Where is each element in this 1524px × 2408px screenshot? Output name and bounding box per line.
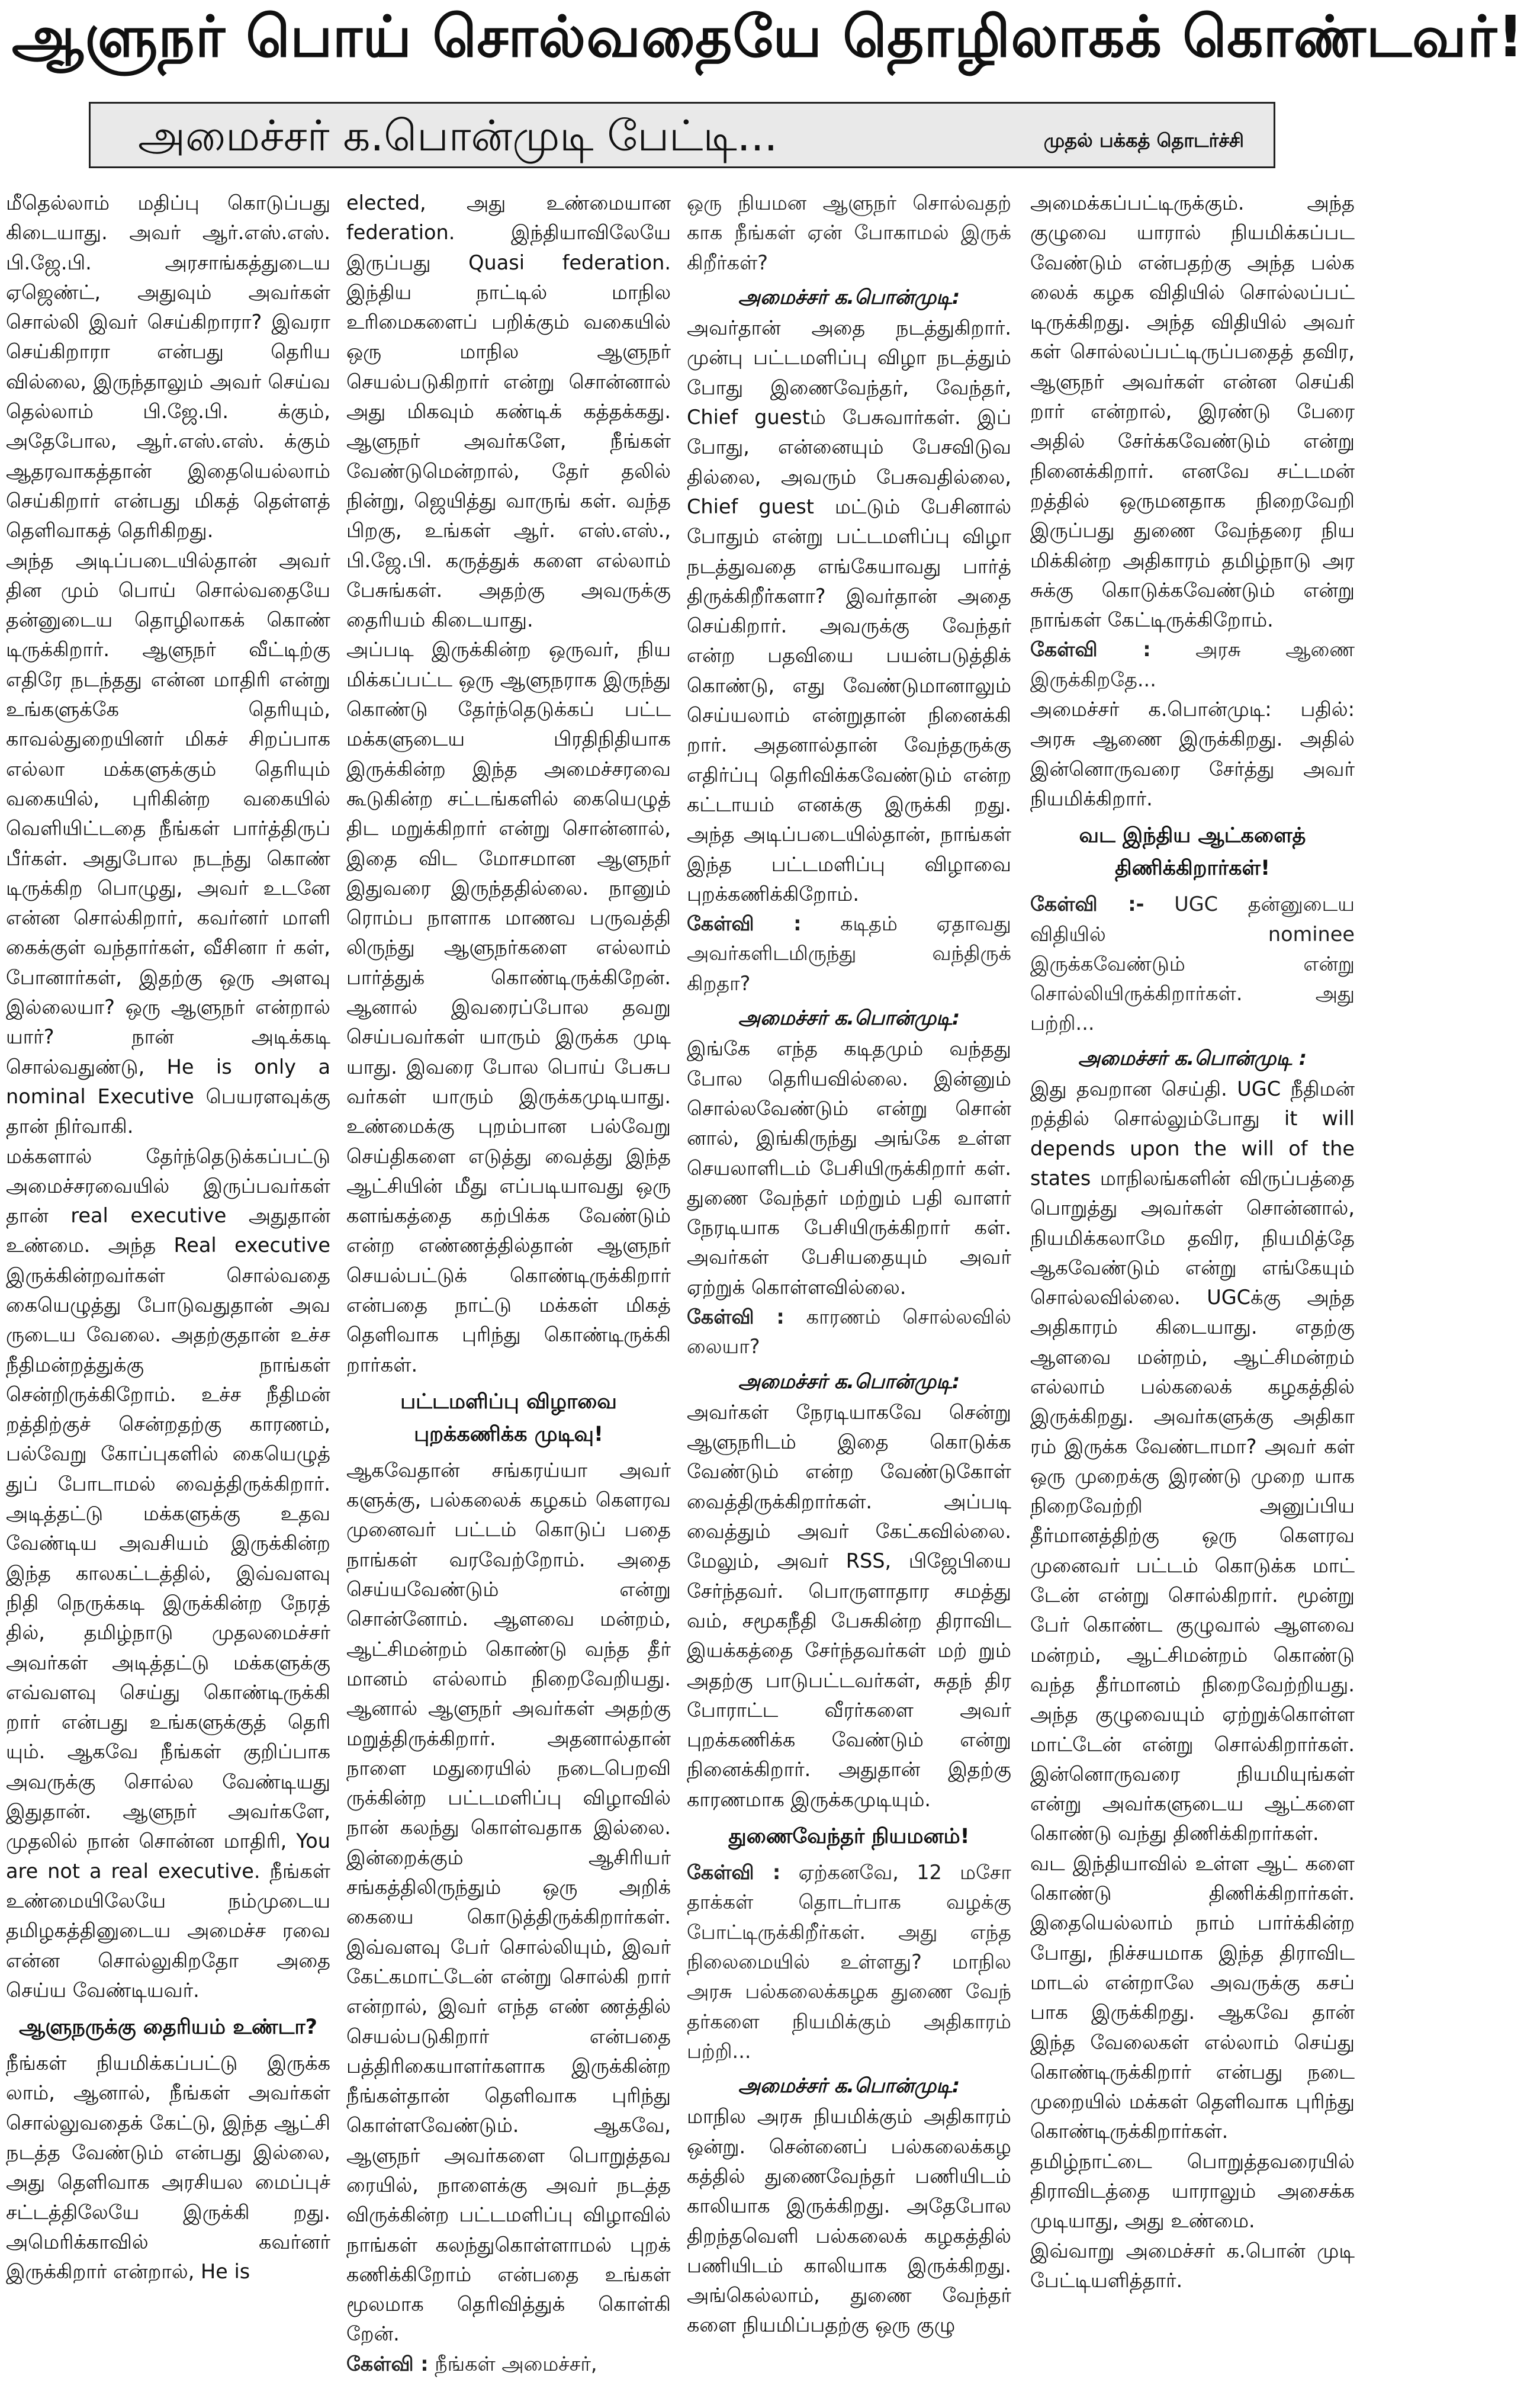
- paragraph: வட இந்தியாவில் உள்ள ஆட் களை கொண்டு திணிக்கிறார்கள். இதையெல்லாம் நாம் பார்க்கின்ற போது, நிச்சயமாக இந்த திராவிட மாடல் என்றாலே அவருக்கு கசப் பாக இருக்கிறது. ஆகவே தான் இந்த வேலைகள் எல்லாம் செய்து கொண்டிருக்கிறார் என்பது நடை முறையில் மக்கள் தெளிவாக புரிந்து கொண்டிருக்கிறார்கள். தமிழ்நாட்டை பொறுத்தவரையில் திராவிடத்தை யாராலும் அசைக்க முடியாது, அது உண்மை.: [1030, 1851, 1355, 2233]
- question-text: UGC தன்னுடைய விதியில் nominee இருக்கவேண்டும் என்று சொல்லியிருக்கிறார்கள். அது பற்றி...: [1030, 892, 1355, 1035]
- question-text: ஒரு நியமன ஆளுநர் சொல்வதற் காக நீங்கள் ஏன் போகாமல் இருக் கிறீர்கள்?: [687, 191, 1011, 274]
- question: [1030, 890, 1355, 1038]
- question-label: கேள்வி :-: [1030, 892, 1144, 916]
- question-text: காரணம் சொல்லவில் லையா?: [687, 1305, 1011, 1359]
- answer-speaker: அமைச்சர் க.பொன்முடி:: [738, 1369, 960, 1393]
- question: [1030, 635, 1355, 695]
- paragraph: மக்களால் தேர்ந்தெடுக்கப்பட்டு அமைச்சரவையில் இருப்பவர்கள் தான் real executive அதுதான் உண்மை. அந்த Real executive இருக்கின்றவர்கள் சொல்வதை கையெழுத்து போடுவதுதான் அவ ருடைய வேலை. அதற்குதான் உச்ச நீதிமன்றத்துக்கு நாங்கள் சென்றிருக்கிறோம். உச்ச நீதிமன் றத்திற்குச் சென்றதற்கு காரணம், பல்வேறு கோப்புகளில் கையெழுத் துப் போடாமல் வைத்திருக்கிறார். அடித்தட்டு மக்களுக்கு உதவ வேண்டிய அவசியம் இருக்கின்ற இந்த காலகட்டத்தில், இவ்வளவு நிதி நெருக்கடி இருக்கின்ற நேரத் தில், தமிழ்நாடு முதலமைச்சர் அவர்கள் அடித்தட்டு மக்களுக்கு எவ்வளவு செய்து கொண்டிருக்கி றார் என்பது உங்களுக்குத் தெரி யும். ஆகவே நீங்கள் குறிப்பாக அவருக்கு சொல்ல வேண்டியது இதுதான். ஆளுநர் அவர்களே, முதலில் நான் சொன்ன மாதிரி, You are not a real executive. நீங்கள் உண்மையிலேயே நம்முடைய தமிழகத்தினுடைய அமைச்ச ரவை என்ன சொல்லுகிறதோ அதை செய்ய வேண்டியவர்.: [6, 1144, 330, 2002]
- question-label: கேள்வி :: [687, 1305, 784, 1328]
- question-text: கடிதம் ஏதாவது அவர்களிடமிருந்து வந்திருக் கிறதா?: [687, 912, 1011, 995]
- subheading: பட்டமளிப்பு விழாவை புறக்கணிக்க முடிவு!: [400, 1389, 617, 1446]
- paragraph: அப்படி இருக்கின்ற ஒருவர், நிய மிக்கப்பட்ட ஒரு ஆளுநராக இருந்து கொண்டு தேர்ந்தெடுக்கப் பட்ட மக்களுடைய பிரதிநிதியாக இருக்கின்ற இந்த அமைச்சரவை கூடுகின்ற சட்டங்களில் கையெழுத் திட மறுக்கிறார் என்று சொன்னால், இதை விட மோசமான ஆளுநர் இதுவரை இருந்ததில்லை. நானும் ரொம்ப நாளாக மாணவ பருவத்தி லிருந்து ஆளுநர்களை எல்லாம் பார்த்துக் கொண்டிருக்கிறேன். ஆனால் இவரைப்போல தவறு செய்பவர்கள் யாரும் இருக்க முடி யாது. இவரை போல பொய் பேசுப வர்கள் யாரும் இருக்கமுடியாது. உண்மைக்கு புறம்பான பல்வேறு செய்திகளை எடுத்து வைத்து இந்த ஆட்சியின் மீது எப்படியாவது ஒரு களங்கத்தை கற்பிக்க வேண்டும் என்ற எண்ணத்தில்தான் ஆளுநர் செயல்பட்டுக் கொண்டிருக்கிறார் என்பதை நாட்டு மக்கள் மிகத் தெளிவாக புரிந்து கொண்டிருக்கி றார்கள்.: [346, 638, 671, 1376]
- column-4: [1030, 188, 1355, 2403]
- question: [687, 909, 1011, 998]
- answer-speaker: அமைச்சர் க.பொன்முடி:: [738, 1006, 960, 1030]
- paragraph: இங்கே எந்த கடிதமும் வந்தது போல தெரியவில்லை. இன்னும் சொல்லவேண்டும் என்று சொன் னால், இங்கிருந்து அங்கே உள்ள செயலாளிடம் பேசியிருக்கிறார் கள். துணை வேந்தர் மற்றும் பதி வாளர் நேரடியாக பேசியிருக்கிறார் கள். அவர்கள் பேசியதையும் அவர் ஏற்றுக் கொள்ளவில்லை.: [687, 1037, 1011, 1299]
- question: [346, 2349, 671, 2379]
- paragraph: இது தவறான செய்தி. UGC நீதிமன் றத்தில் சொல்லும்போது it will depends upon the will of the states மாநிலங்களின் விருப்பத்தை பொறுத்து அவர்கள் சொன்னால், நியமிக்கலாமே தவிர, நியமித்தே ஆகவேண்டும் என்று எங்கேயும் சொல்லவில்லை. UGCக்கு அந்த அதிகாரம் கிடையாது. எதற்கு ஆளவை மன்றம், ஆட்சிமன்றம் எல்லாம் பல்கலைக் கழகத்தில் இருக்கிறது. அவர்களுக்கு அதிகா ரம் இருக்க வேண்டாமா? அவர் கள் ஒரு முறைக்கு இரண்டு முறை யாக நிறைவேற்றி அனுப்பிய தீர்மானத்திற்கு ஒரு கௌரவ முனைவர் பட்டம் கொடுக்க மாட் டேன் என்று சொல்கிறார். மூன்று பேர் கொண்ட குழுவால் ஆளவை மன்றம், ஆட்சிமன்றம் கொண்டு வந்த தீர்மானம் நிறைவேற்றியது. அந்த குழுவையும் ஏற்றுக்கொள்ள மாட்டேன் என்று சொல்கிறார்கள். இன்னொருவரை நியமியுங்கள் என்று அவர்களுடைய ஆட்களை கொண்டு வந்து திணிக்கிறார்கள்.: [1030, 1077, 1355, 1845]
- subtitle: அமைச்சர் க.பொன்முடி பேட்டி...: [138, 111, 778, 160]
- question: [687, 1858, 1011, 2066]
- question-label: கேள்வி :: [1030, 638, 1151, 662]
- paragraph: அமைக்கப்பட்டிருக்கும். அந்த குழுவை யாரால் நியமிக்கப்பட வேண்டும் என்பதற்கு அந்த பல்க லைக் கழக விதியில் சொல்லப்பட் டிருக்கிறது. அந்த விதியில் அவர் கள் சொல்லப்பட்டிருப்பதைத் தவிர, ஆளுநர் அவர்கள் என்ன செய்கி றார் என்றால், இரண்டு பேரை அதில் சேர்க்கவேண்டும் என்று நினைக்கிறார். எனவே சட்டமன் றத்தில் ஒருமனதாக நிறைவேறி இருப்பது துணை வேந்தரை நிய மிக்கின்ற அதிகாரம் தமிழ்நாடு அர சுக்கு கொடுக்கவேண்டும் என்று நாங்கள் கேட்டிருக்கிறோம்.: [1030, 191, 1355, 632]
- paragraph: நீங்கள் நியமிக்கப்பட்டு இருக்க லாம், ஆனால், நீங்கள் அவர்கள் சொல்லுவதைக் கேட்டு, இந்த ஆட்சி நடத்த வேண்டும் என்பது இல்லை, அது தெளிவாக அரசியல மைப்புச் சட்டத்திலேயே இருக்கி றது. அமெரிக்காவில் கவர்னர் இருக்கிறார் என்றால், He is: [6, 2051, 330, 2284]
- paragraph: அவர்கள் நேரடியாகவே சென்று ஆளுநரிடம் இதை கொடுக்க வேண்டும் என்ற வேண்டுகோள் வைத்திருக்கிறார்கள். அப்படி வைத்தும் அவர் கேட்கவில்லை. மேலும், அவர் RSS, பிஜேபியை சேர்ந்தவர். பொருளாதார சமத்து வம், சமூகநீதி பேசுகின்ற திராவிட இயக்கத்தை சேர்ந்தவர்கள் மற் றும் அதற்கு பாடுபட்டவர்கள், சுதந் திர போராட்ட வீரர்களை அவர் புறக்கணிக்க வேண்டும் என்று நினைக்கிறார். அதுதான் இதற்கு காரணமாக இருக்கமுடியும்.: [687, 1400, 1011, 1811]
- headline: ஆளுநர் பொய் சொல்வதையே தொழிலாகக் கொண்டவர்!: [12, 4, 1524, 70]
- paragraph: elected, அது உண்மையான federation. இந்தியாவிலேயே இருப்பது Quasi federation. இந்திய நாட்டில் மாநில உரிமைகளைப் பறிக்கும் வகையில் ஒரு மாநில ஆளுநர் செயல்படுகிறார் என்று சொன்னால் அது மிகவும் கண்டிக் கத்தக்கது. ஆளுநர் அவர்களே, நீங்கள் வேண்டுமென்றால், தேர் தலில் நின்று, ஜெயித்து வாருங் கள். வந்த பிறகு, உங்கள் ஆர். எஸ்.எஸ்., பி.ஜே.பி. கருத்துக் களை எல்லாம் பேசுங்கள். அதற்கு அவருக்கு தைரியம் கிடையாது.: [346, 191, 671, 632]
- paragraph: மாநில அரசு நியமிக்கும் அதிகாரம் ஒன்று. சென்னைப் பல்கலைக்கழ கத்தில் துணைவேந்தர் பணியிடம் காலியாக இருக்கிறது. அதேபோல திறந்தவெளி பல்கலைக் கழகத்தில் பணியிடம் காலியாக இருக்கிறது. அங்கெல்லாம், துணை வேந்தர் களை நியமிப்பதற்கு ஒரு குழு: [687, 2105, 1011, 2337]
- answer-speaker: அமைச்சர் க.பொன்முடி:: [738, 285, 960, 309]
- continued-from-front-page: முதல் பக்கத் தொடர்ச்சி: [1043, 129, 1244, 152]
- answer-speaker: அமைச்சர் க.பொன்முடி :: [1078, 1046, 1307, 1070]
- subheading: வட இந்திய ஆட்களைத் திணிக்கிறார்கள்!: [1079, 824, 1306, 881]
- paragraph: ஆகவேதான் சங்கரய்யா அவர் களுக்கு, பல்கலைக் கழகம் கௌரவ முனைவர் பட்டம் கொடுப் பதை நாங்கள் வரவேற்றோம். அதை செய்யவேண்டும் என்று சொன்னோம். ஆளவை மன்றம், ஆட்சிமன்றம் கொண்டு வந்த தீர் மானம் எல்லாம் நிறைவேறியது. ஆனால் ஆளுநர் அவர்கள் அதற்கு மறுத்திருக்கிறார். அதனால்தான் நாளை மதுரையில் நடைபெறவி ருக்கின்ற பட்டமளிப்பு விழாவில் நான் கலந்து கொள்வதாக இல்லை. இன்றைக்கும் ஆசிரியர் சங்கத்திலிருந்தும் ஒரு அறிக் கையை கொடுத்திருக்கிறார்கள். இவ்வளவு பேர் சொல்லியும், இவர் கேட்கமாட்டேன் என்று சொல்கி றார் என்றால், இவர் எந்த எண் ணத்தில் செயல்படுகிறார் என்பதை பத்திரிகையாளர்களாக இருக்கின்ற நீங்கள்தான் தெளிவாக புரிந்து கொள்ளவேண்டும். ஆகவே, ஆளுநர் அவர்களை பொறுத்தவ ரையில், நாளைக்கு அவர் நடத்த விருக்கின்ற பட்டமளிப்பு விழாவில் நாங்கள் கலந்துகொள்ளாமல் புறக் கணிக்கிறோம் என்பதை உங்கள் மூலமாக தெரிவித்துக் கொள்கி றேன்.: [346, 1458, 671, 2346]
- question: [687, 1302, 1011, 1362]
- paragraph: இவ்வாறு அமைச்சர் க.பொன் முடி பேட்டியளித்தார்.: [1030, 2239, 1355, 2292]
- question-text: அரசு ஆணை இருக்கிறதே...: [1030, 638, 1355, 691]
- paragraph: அவர்தான் அதை நடத்துகிறார். முன்பு பட்டமளிப்பு விழா நடத்தும் போது இணைவேந்தர், வேந்தர், Chief guestம் பேசுவார்கள். இப் போது, என்னையும் பேசவிடுவ தில்லை, அவரும் பேசுவதில்லை, Chief guest மட்டும் பேசினால் போதும் என்று பட்டமளிப்பு விழா நடத்துவதை எங்கேயாவது பார்த் திருக்கிறீர்களா? இவர்தான் அதை செய்கிறார். அவருக்கு வேந்தர் என்ற பதவியை பயன்படுத்திக் கொண்டு, எது வேண்டுமானாலும் செய்யலாம் என்றுதான் நினைக்கி றார். அதனால்தான் வேந்தருக்கு எதிர்ப்பு தெரிவிக்கவேண்டும் என்ற கட்டாயம் எனக்கு இருக்கி றது. அந்த அடிப்படையில்தான், நாங்கள் இந்த பட்டமளிப்பு விழாவை புறக்கணிக்கிறோம்.: [687, 316, 1011, 906]
- question-label: கேள்வி :: [687, 912, 802, 936]
- column-1: [6, 188, 330, 2403]
- paragraph: மீதெல்லாம் மதிப்பு கொடுப்பது கிடையாது. அவர் ஆர்.எஸ்.எஸ். பி.ஜே.பி. அரசாங்கத்துடைய ஏஜெண்ட், அதுவும் அவர்கள் சொல்லி இவர் செய்கிறாரா? இவரா செய்கிறாரா என்பது தெரிய வில்லை, இருந்தாலும் அவர் செய்வ தெல்லாம் பி.ஜே.பி. க்கும், அதேபோல, ஆர்.எஸ்.எஸ். க்கும் ஆதரவாகத்தான் இதையெல்லாம் செய்கிறார் என்பது மிகத் தெள்ளத் தெளிவாகத் தெரிகிறது.: [6, 191, 330, 542]
- paragraph: அமைச்சர் க.பொன்முடி: பதில்: அரசு ஆணை இருக்கிறது. அதில் இன்னொருவரை சேர்த்து அவர் நியமிக்கிறார்.: [1030, 698, 1355, 810]
- question-label: கேள்வி :: [346, 2352, 429, 2375]
- subheading: ஆளுநருக்கு தைரியம் உண்டா?: [19, 2015, 317, 2040]
- question-text: ஏற்கனவே, 12 மசோ தாக்கள் தொடர்பாக வழக்கு போட்டிருக்கிறீர்கள். அது எந்த நிலைமையில் உள்ளது? மாநில அரசு பல்கலைக்கழக துணை வேந் தர்களை நியமிக்கும் அதிகாரம் பற்றி...: [687, 1861, 1011, 2063]
- question: [687, 188, 1011, 278]
- subheading: துணைவேந்தர் நியமனம்!: [728, 1825, 970, 1849]
- paragraph: அந்த அடிப்படையில்தான் அவர் தின மும் பொய் சொல்வதையே தன்னுடைய தொழிலாகக் கொண் டிருக்கிறார். ஆளுநர் வீட்டிற்கு எதிரே நடந்தது என்ன மாதிரி என்று உங்களுக்கே தெரியும், காவல்துறையினர் மிகச் சிறப்பாக எல்லா மக்களுக்கும் தெரியும் வகையில், புரிகின்ற வகையில் வெளியிட்டதை நீங்கள் பார்த்திருப் பீர்கள். அதுபோல நடந்து கொண் டிருக்கிற பொழுது, அவர் உடனே என்ன சொல்கிறார், கவர்னர் மாளி கைக்குள் வந்தார்கள், வீசினா ர் கள், போனார்கள், இதற்கு ஒரு அளவு இல்லையா? ஒரு ஆளுநர் என்றால் யார்? நான் அடிக்கடி சொல்வதுண்டு, He is only a nominal Executive பெயரளவுக்கு தான் நிர்வாகி.: [6, 548, 330, 1138]
- question-label: கேள்வி :: [687, 1861, 781, 1884]
- column-2: [346, 188, 671, 2403]
- answer-speaker: அமைச்சர் க.பொன்முடி:: [738, 2074, 960, 2098]
- column-3: [687, 188, 1011, 2403]
- question-text: நீங்கள் அமைச்சர்,: [435, 2352, 597, 2375]
- subtitle-banner: [89, 102, 1275, 168]
